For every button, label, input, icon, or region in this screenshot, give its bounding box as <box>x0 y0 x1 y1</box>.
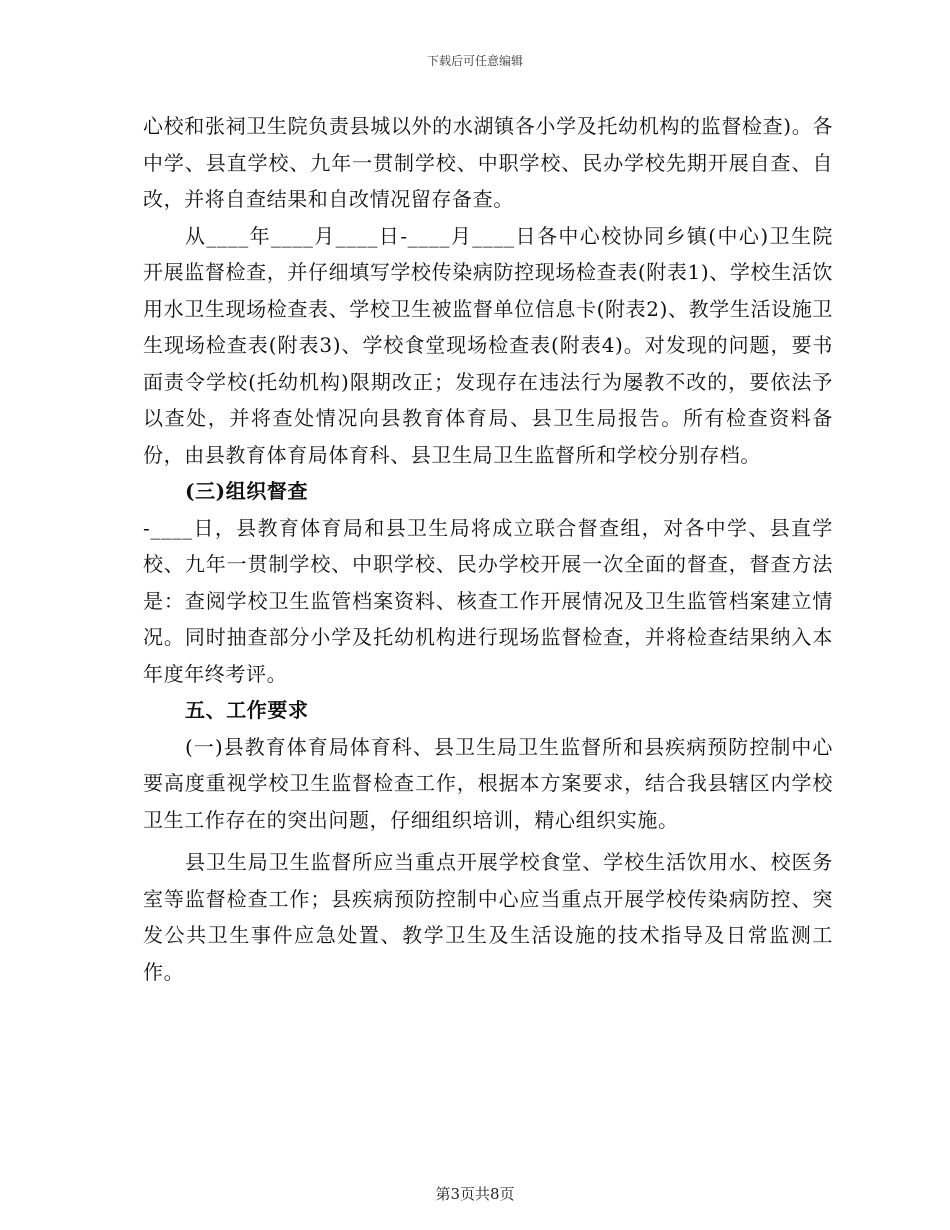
page-header: 下载后可任意编辑 <box>426 54 523 68</box>
section-heading-work-requirements: 五、工作要求 <box>185 698 309 722</box>
paragraph-health-supervision-focus: 县卫生局卫生监督所应当重点开展学校食堂、学校生活饮用水、校医务室等监督检查工作；县疾病预防控制中心应当重点开展学校传染病防控、突发公共卫生事件应急处置、教学卫生及生活设施的技术指导及日常监测工作。 <box>143 850 833 984</box>
paragraph-inspection-schedule: 从____年____月____日-____月____日各中心校协同乡镇(中心)卫生院开展监督检查，并仔细填写学校传染病防控现场检查表(附表1)、学校生活饮用水卫生现场检查表、学校卫生被监督单位信息卡(附表2)、教学生活设施卫生现场检查表(附表3)、学校食堂现场检查表(附表4)。对发现的问题，要书面责令学校(托幼机构)限期改正；发现存在违法行为屡教不改的，要依法予以查处，并将查处情况向县教育体育局、县卫生局报告。所有检查资料备份，由县教育体育局体育科、县卫生局卫生监督所和学校分别存档。 <box>143 223 833 467</box>
section-heading-organize-supervision: (三)组织督查 <box>185 479 309 503</box>
paragraph-requirement-one: (一)县教育体育局体育科、县卫生局卫生监督所和县疾病预防控制中心要高度重视学校卫生监督检查工作，根据本方案要求，结合我县辖区内学校卫生工作存在的突出问题，仔细组织培训，精心组织实施。 <box>143 734 833 832</box>
page-footer: 第3页共8页 <box>435 1185 515 1203</box>
paragraph-continuation: 心校和张祠卫生院负责县城以外的水湖镇各小学及托幼机构的监督检查)。各中学、县直学校、九年一贯制学校、中职学校、民办学校先期开展自查、自改，并将自查结果和自改情况留存备查。 <box>143 114 833 211</box>
document-body <box>143 108 833 990</box>
paragraph-joint-supervision: -____日，县教育体育局和县卫生局将成立联合督查组，对各中学、县直学校、九年一贯制学校、中职学校、民办学校开展一次全面的督查，督查方法是：查阅学校卫生监管档案资料、核查工作开展情况及卫生监管档案建立情况。同时抽查部分小学及托幼机构进行现场监督检查，并将检查结果纳入本年度年终考评。 <box>143 515 833 686</box>
